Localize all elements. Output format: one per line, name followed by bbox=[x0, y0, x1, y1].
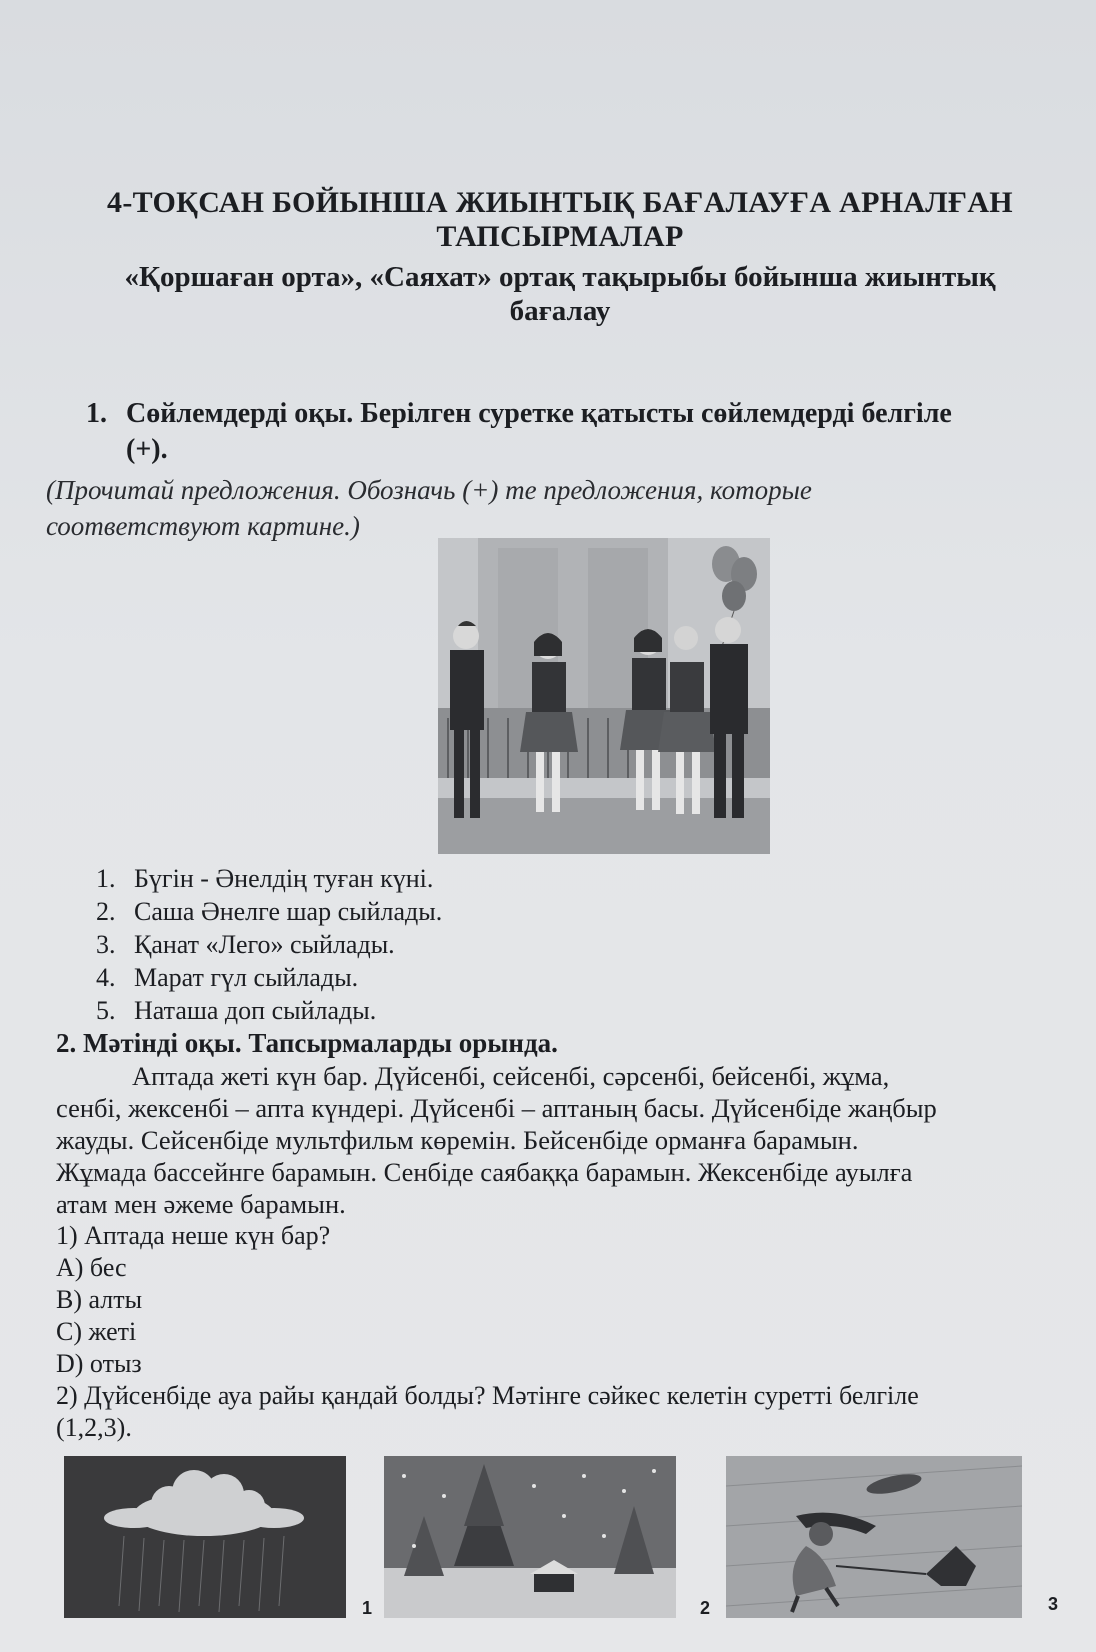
list-item[interactable]: 5. Наташа доп сыйлады. bbox=[96, 996, 377, 1025]
weather-picture-rain-cloud[interactable] bbox=[64, 1456, 346, 1618]
list-item[interactable]: 4. Марат гүл сыйлады. bbox=[96, 963, 359, 992]
header bbox=[60, 186, 1060, 328]
picture-label-2: 2 bbox=[700, 1598, 711, 1618]
task-1-instruction-line-1: Сөйлемдерді оқы. Берілген суретке қатысты сөйлемдерді белгіле bbox=[126, 398, 952, 429]
text-line: жауды. Сейсенбіде мультфильм көремін. Бейсенбіде орманға барамын. bbox=[56, 1125, 859, 1155]
task-2-heading: 2. Мәтінді оқы. Тапсырмаларды орында. bbox=[56, 1028, 558, 1058]
weather-picture-windy[interactable] bbox=[726, 1456, 1022, 1618]
task-2-reading-text-cont bbox=[56, 1092, 1066, 1220]
task-1-instruction-line-2: (+). bbox=[126, 434, 168, 465]
text-line: сенбі, жексенбі – апта күндері. Дүйсенбі – аптаның басы. Дүйсенбіде жаңбыр bbox=[56, 1093, 937, 1123]
answer-option-c[interactable]: C) жеті bbox=[56, 1317, 137, 1346]
birthday-children-illustration bbox=[438, 538, 770, 854]
wind-umbrella-icon bbox=[726, 1456, 1022, 1618]
answer-option-a[interactable]: A) бес bbox=[56, 1253, 127, 1282]
task-1-translation bbox=[46, 472, 1026, 544]
list-item[interactable]: 1. Бүгін - Әнелдің туған күні. bbox=[96, 864, 434, 893]
translation-line-2: соответствуют картине.) bbox=[46, 511, 360, 541]
task-2-reading-text bbox=[56, 1060, 1066, 1092]
answer-option-d[interactable]: D) отыз bbox=[56, 1349, 142, 1378]
task-2 bbox=[56, 1026, 1066, 1444]
text-line: атам мен әжеме барамын. bbox=[56, 1189, 346, 1219]
list-item[interactable]: 2. Саша Әнелге шар сыйлады. bbox=[96, 897, 443, 926]
picture-label-3: 3 bbox=[1048, 1594, 1059, 1614]
task-1-number: 1. bbox=[86, 398, 107, 429]
list-item[interactable]: 3. Қанат «Лего» сыйлады. bbox=[96, 930, 395, 959]
task-1-instruction bbox=[86, 396, 1056, 468]
title-line-2: ТАПСЫРМАЛАР bbox=[436, 220, 684, 253]
answer-option-b[interactable]: B) алты bbox=[56, 1285, 143, 1314]
rain-cloud-icon bbox=[64, 1456, 346, 1618]
question-2-line-2: (1,2,3). bbox=[56, 1413, 132, 1442]
title-line-1: 4-ТОҚСАН БОЙЫНША ЖИЫНТЫҚ БАҒАЛАУҒА АРНАЛҒАН bbox=[107, 186, 1013, 219]
picture-label-1: 1 bbox=[362, 1598, 373, 1618]
text-line: Жұмада бассейнге барамын. Сенбіде саябаққа барамын. Жексенбіде ауылға bbox=[56, 1157, 913, 1187]
question-1: 1) Аптада неше күн бар? bbox=[56, 1221, 331, 1250]
subtitle-line-1: «Қоршаған орта», «Саяхат» ортақ тақырыбы бойынша жиынтық bbox=[124, 261, 996, 293]
task-1-sentence-list bbox=[96, 862, 996, 1027]
subtitle-line-2: бағалау bbox=[509, 295, 611, 327]
question-2-line-1: 2) Дүйсенбіде ауа райы қандай болды? Мәтінге сәйкес келетін суретті белгіле bbox=[56, 1381, 919, 1410]
weather-picture-snow-forest[interactable] bbox=[384, 1456, 676, 1618]
text-line: Аптада жеті күн бар. Дүйсенбі, сейсенбі, сәрсенбі, бейсенбі, жұма, bbox=[132, 1061, 890, 1091]
translation-line-1: (Прочитай предложения. Обозначь (+) те предложения, которые bbox=[46, 475, 812, 505]
illustration-svg bbox=[438, 538, 770, 854]
snow-tree-icon bbox=[384, 1456, 676, 1618]
